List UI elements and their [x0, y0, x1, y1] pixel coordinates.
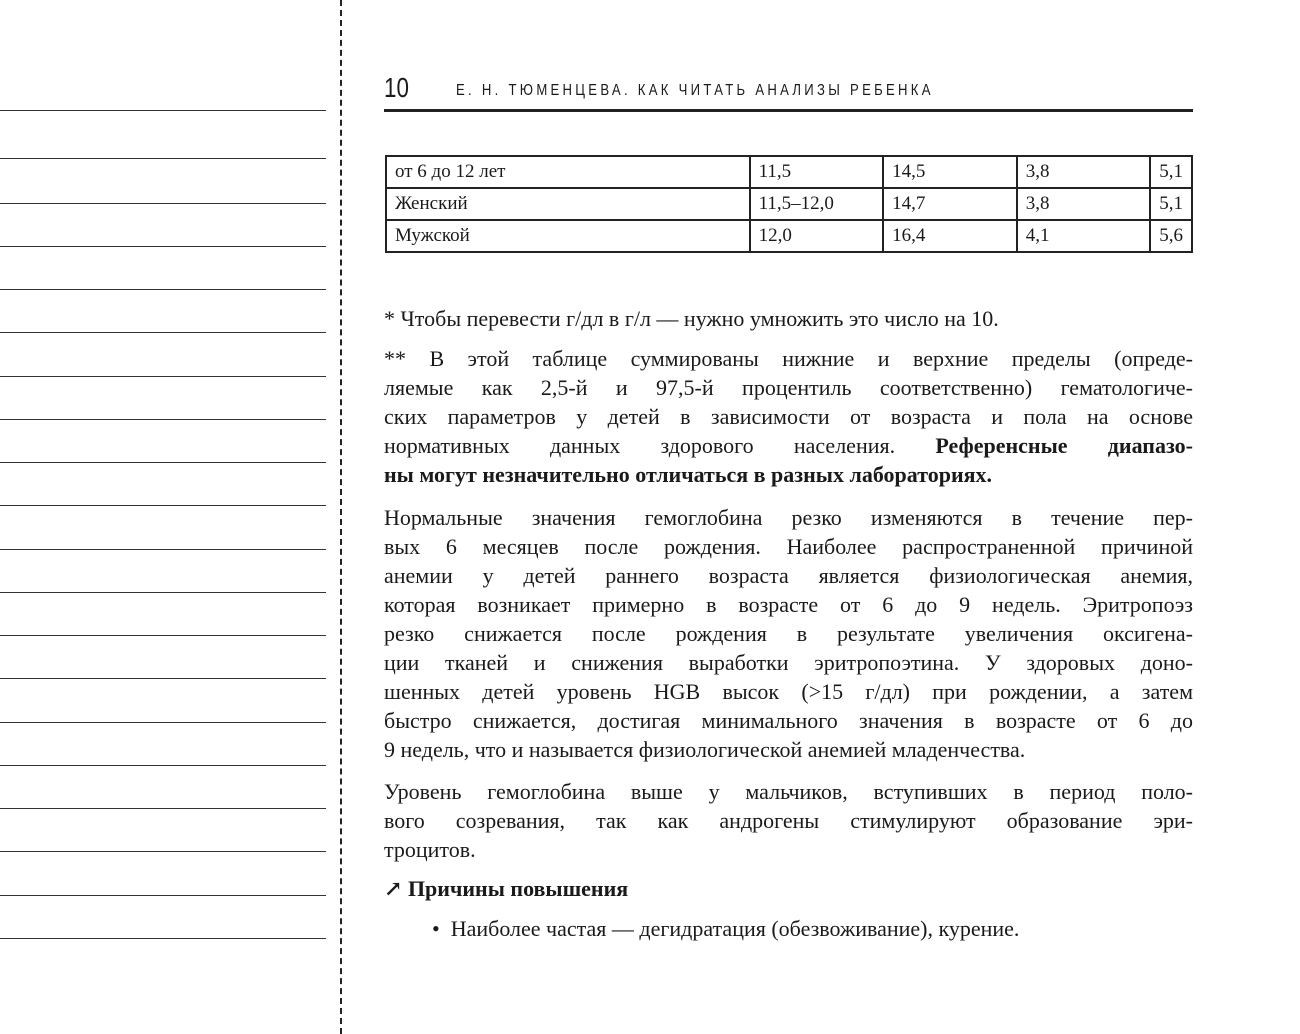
text-run: вого созревания, так как андрогены стимулируют образование эри- [384, 808, 1193, 833]
arrow-up-right-icon: ↗ [384, 876, 403, 901]
page-number: 10 [384, 72, 409, 103]
ruled-line [0, 110, 326, 111]
table-cell: 11,5–12,0 [750, 188, 884, 220]
table-cell: 14,5 [883, 156, 1017, 188]
list-item [432, 916, 1019, 942]
ruled-line [0, 332, 326, 333]
ruled-line [0, 635, 326, 636]
table-row [386, 188, 1192, 220]
ruled-line [0, 722, 326, 723]
ruled-line [0, 938, 326, 939]
table-cell: 5,1 [1150, 156, 1192, 188]
table-cell: от 6 до 12 лет [386, 156, 750, 188]
table-row [386, 220, 1192, 252]
ruled-line [0, 462, 326, 463]
text-line [384, 706, 1193, 735]
text-line [384, 590, 1193, 619]
text-line [384, 460, 1193, 489]
cut-line [340, 0, 342, 1034]
table-cell: 12,0 [750, 220, 884, 252]
table-cell: 14,7 [883, 188, 1017, 220]
section-title: Причины повышения [407, 876, 629, 901]
ruled-line [0, 851, 326, 852]
table-cell: 4,1 [1017, 220, 1151, 252]
table-cell: 11,5 [750, 156, 884, 188]
text-line [384, 373, 1193, 402]
ruled-line [0, 678, 326, 679]
text-run: анемии у детей раннего возраста является физиологическая анемия, [384, 563, 1193, 588]
text-line [384, 431, 1193, 460]
ruled-line [0, 246, 326, 247]
table-cell: 3,8 [1017, 156, 1151, 188]
ruled-line [0, 592, 326, 593]
table-cell: 5,6 [1150, 220, 1192, 252]
table-row [386, 156, 1192, 188]
ruled-line [0, 895, 326, 896]
text-line [384, 561, 1193, 590]
text-run: троцитов. [384, 837, 476, 862]
text-run: быстро снижается, достигая минимального значения в возрасте от 6 до [384, 708, 1193, 733]
table-cell: Мужской [386, 220, 750, 252]
text-line [384, 648, 1193, 677]
ruled-line [0, 505, 326, 506]
ruled-line [0, 419, 326, 420]
text-run: Уровень гемоглобина выше у мальчиков, вступивших в период поло- [384, 779, 1193, 804]
ruled-line [0, 376, 326, 377]
text-line [384, 402, 1193, 431]
ruled-line [0, 289, 326, 290]
table-cell: Женский [386, 188, 750, 220]
text-line [384, 835, 1193, 864]
text-run: 9 недель, что и называется физиологической анемией младенчества. [384, 737, 1026, 762]
ruled-line [0, 549, 326, 550]
text-run: ляемые как 2,5-й и 97,5-й процентиль соответственно) гематологиче- [384, 375, 1193, 400]
text-run: Нормальные значения гемоглобина резко изменяются в течение пер- [384, 505, 1193, 530]
text-run: * Чтобы перевести г/дл в г/л — нужно умножить это число на 10. [384, 306, 999, 331]
reference-table [385, 155, 1193, 253]
running-title: Е. Н. ТЮМЕНЦЕВА. КАК ЧИТАТЬ АНАЛИЗЫ РЕБЕНКА [456, 82, 934, 99]
bold-text: Референсные диапазо- [935, 433, 1193, 458]
table-cell: 3,8 [1017, 188, 1151, 220]
text-run: резко снижается после рождения в результате увеличения оксигена- [384, 621, 1193, 646]
table-cell: 16,4 [883, 220, 1017, 252]
text-line [384, 619, 1193, 648]
ruled-line [0, 808, 326, 809]
text-line [384, 777, 1193, 806]
ruled-line [0, 765, 326, 766]
text-line [384, 532, 1193, 561]
text-run: нормативных данных здорового населения. [384, 433, 936, 458]
list-item-text: Наиболее частая — дегидратация (обезвоживание), курение. [450, 916, 1020, 941]
text-line [384, 806, 1193, 835]
text-line [384, 503, 1193, 532]
header-rule [384, 109, 1193, 112]
text-run: которая возникает примерно в возрасте от 6 до 9 недель. Эритропоэз [384, 592, 1193, 617]
text-line [384, 735, 1193, 764]
text-line [384, 677, 1193, 706]
text-run: ции тканей и снижения выработки эритропоэтина. У здоровых доно- [384, 650, 1193, 675]
text-line [384, 304, 1193, 333]
bold-text: ны могут незначительно отличаться в разных лабораториях. [384, 462, 993, 487]
text-run: ских параметров у детей в зависимости от возраста и пола на основе [384, 404, 1193, 429]
bullet-icon: • [432, 916, 446, 941]
section-heading [384, 876, 628, 902]
text-run: шенных детей уровень HGB высок (>15 г/дл) при рождении, а затем [384, 679, 1193, 704]
ruled-line [0, 203, 326, 204]
text-run: вых 6 месяцев после рождения. Наиболее распространенной причиной [384, 534, 1193, 559]
table-cell: 5,1 [1150, 188, 1192, 220]
text-run: ** В этой таблице суммированы нижние и верхние пределы (опреде- [384, 346, 1193, 371]
ruled-line [0, 158, 326, 159]
text-line [384, 344, 1193, 373]
